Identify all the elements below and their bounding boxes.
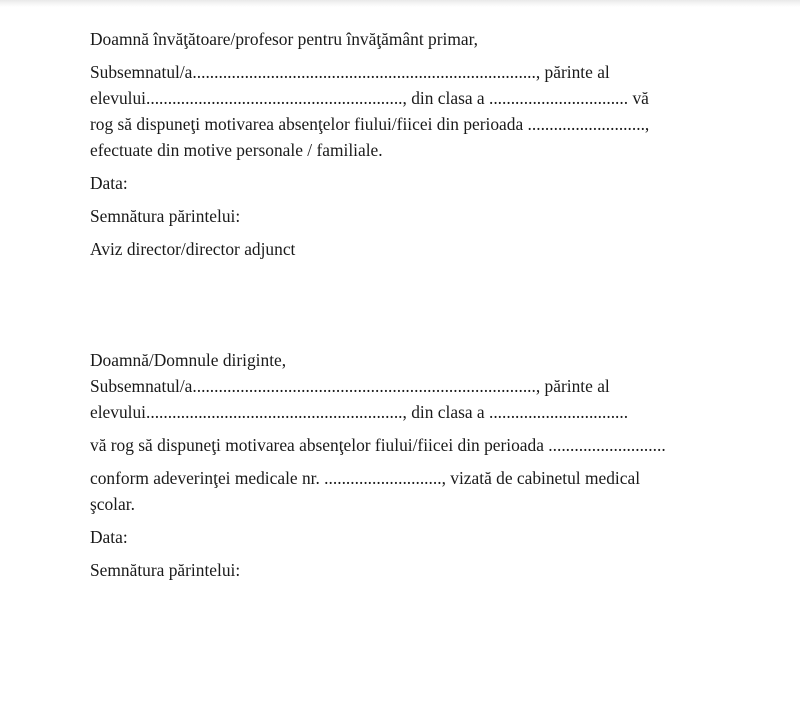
- date-label-homeroom: Data:: [90, 527, 128, 547]
- date-label-primary: Data:: [90, 173, 128, 193]
- request-block-primary-school: [90, 26, 675, 262]
- parent-signature-label-homeroom: Semnătura părintelui:: [90, 560, 241, 580]
- request-body-absence-period: vă rog să dispuneţi motivarea absenţelor fiului/fiicei din perioada ...........................: [90, 435, 666, 455]
- request-body-medical-certificate: conform adeverinţei medicale nr. ..........................., vizată de cabinetul medical şcolar.: [90, 468, 645, 514]
- parent-signature-label-primary: Semnătura părintelui:: [90, 206, 241, 226]
- salutation-primary-teacher: Doamnă învăţătoare/profesor pentru învăţământ primar,: [90, 29, 479, 49]
- block-separator: [90, 269, 675, 347]
- request-body-identification: Subsemnatul/a..............................................................................., părinte al elevului..........................................................., din clasa a ................................: [90, 376, 629, 422]
- request-body-primary: Subsemnatul/a..............................................................................., părinte al elevului..........................................................., din clasa a ................................ vă rog să dispuneţi motivarea absenţelor fiului/fiicei din perioada ..........................., efectuate din motive personale / familiale.: [90, 62, 654, 160]
- request-block-homeroom-teacher: [90, 347, 675, 583]
- director-approval-label-primary: Aviz director/director adjunct: [90, 239, 296, 259]
- salutation-homeroom-teacher: Doamnă/Domnule diriginte,: [90, 350, 287, 370]
